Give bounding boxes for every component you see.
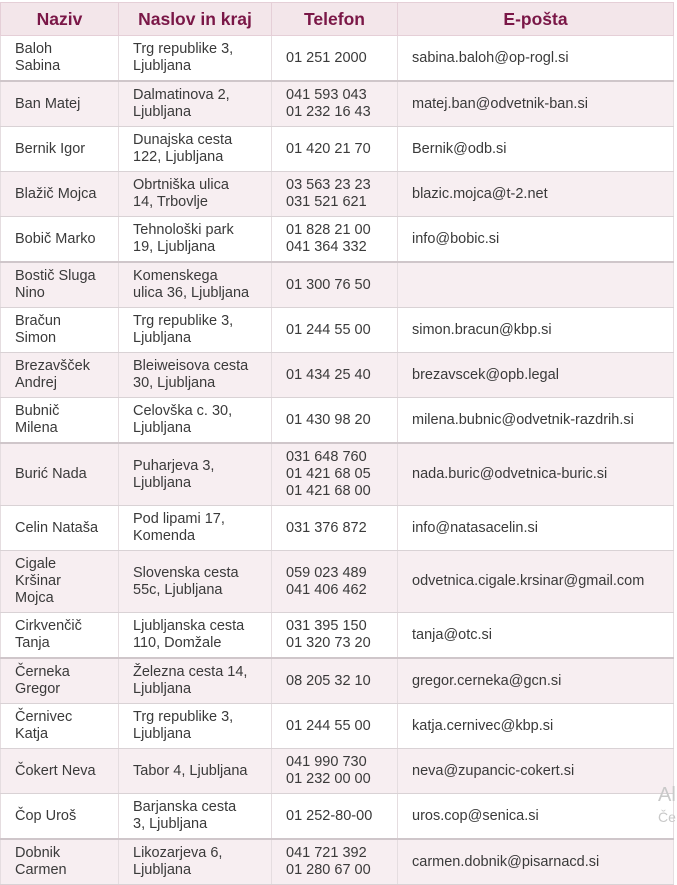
cell-phone [272, 749, 398, 794]
cell-name [1, 172, 119, 217]
email-link[interactable]: tanja@otc.si [412, 626, 493, 643]
cell-address-line: 30, Ljubljana [133, 375, 216, 391]
table-row [1, 81, 674, 127]
cell-address [119, 839, 272, 885]
cell-name-line: Carmen [15, 862, 67, 878]
cell-address-line: 122, Ljubljana [133, 149, 224, 165]
overlay-line-1: Al [658, 784, 676, 806]
cell-name-line: Cigale [15, 556, 57, 572]
cell-phone-line: 01 280 67 00 [286, 862, 371, 878]
overlay-line-2: Če [658, 809, 676, 825]
table-row [1, 217, 674, 263]
cell-phone-line: 059 023 489 [286, 564, 367, 581]
cell-phone [272, 308, 398, 353]
cell-name-line: Čokert Neva [15, 762, 96, 779]
cell-phone [272, 443, 398, 506]
cell-phone [272, 262, 398, 308]
cell-name [1, 749, 119, 794]
cell-address-line: Obrtniška ulica [133, 177, 229, 193]
cell-phone [272, 353, 398, 398]
cell-address [119, 443, 272, 506]
cell-email [398, 839, 674, 885]
table-row [1, 308, 674, 353]
cell-name-line: Dobnik [15, 845, 61, 861]
cell-address-line: Ljubljana [133, 330, 192, 346]
cell-address [119, 353, 272, 398]
cell-name [1, 353, 119, 398]
cell-name-line: Burić Nada [15, 466, 87, 482]
cell-email [398, 658, 674, 704]
table-row [1, 127, 674, 172]
cell-name-line: Čop Uroš [15, 807, 77, 824]
cell-name-line: Černivec [15, 709, 73, 725]
cell-phone-line: 031 395 150 [286, 618, 367, 634]
cell-phone [272, 127, 398, 172]
cell-address-line: Komenda [133, 528, 196, 544]
cell-name [1, 127, 119, 172]
cell-name-line: Nino [15, 285, 45, 301]
cell-address-line: Ljubljanska cesta [133, 618, 245, 634]
cell-name [1, 217, 119, 263]
cell-name-line: Bubnič [15, 403, 60, 419]
email-link[interactable]: milena.bubnic@odvetnik-razdrih.si [412, 411, 634, 428]
cell-address-line: Komenskega [133, 268, 218, 284]
cell-name [1, 704, 119, 749]
cell-address-line: ulica 36, Ljubljana [133, 285, 250, 301]
lawyers-table [0, 2, 674, 885]
cell-phone-line: 01 244 55 00 [286, 717, 371, 734]
email-link[interactable]: gregor.cerneka@gcn.si [412, 672, 562, 689]
cell-phone-line: 01 828 21 00 [286, 222, 371, 238]
cell-phone-line: 041 990 730 [286, 754, 367, 770]
cell-email [398, 353, 674, 398]
cell-address [119, 127, 272, 172]
cell-phone-line: 031 376 872 [286, 519, 367, 536]
table-row [1, 839, 674, 885]
cell-address-line: 3, Ljubljana [133, 816, 208, 832]
cell-address-line: Barjanska cesta [133, 799, 237, 815]
email-link[interactable]: simon.bracun@kbp.si [412, 321, 552, 338]
email-link[interactable]: matej.ban@odvetnik-ban.si [412, 95, 588, 112]
cell-email [398, 704, 674, 749]
cell-address-line: Trg republike 3, [133, 313, 234, 329]
cell-phone-line: 031 648 760 [286, 449, 367, 465]
cell-name-line: Blažič Mojca [15, 185, 97, 202]
cell-address [119, 262, 272, 308]
table-row [1, 613, 674, 659]
table-row [1, 506, 674, 551]
cell-name-line: Černeka [15, 664, 70, 680]
cell-phone [272, 613, 398, 659]
email-link[interactable]: info@natasacelin.si [412, 519, 538, 536]
cell-address-line: Ljubljana [133, 420, 192, 436]
cell-name [1, 308, 119, 353]
cell-address-line: Trg republike 3, [133, 709, 234, 725]
email-link[interactable]: sabina.baloh@op-rogl.si [412, 49, 569, 66]
cell-address [119, 172, 272, 217]
cell-name-line: Tanja [15, 635, 50, 651]
cell-address-line: 55c, Ljubljana [133, 581, 223, 598]
cell-email [398, 794, 674, 840]
cell-email [398, 308, 674, 353]
email-link[interactable]: brezavscek@opb.legal [412, 366, 559, 383]
cell-phone [272, 839, 398, 885]
cell-phone [272, 217, 398, 263]
cell-name-line: Mojca [15, 590, 54, 606]
cell-name [1, 794, 119, 840]
cell-name [1, 551, 119, 613]
cell-email [398, 262, 674, 308]
cell-email [398, 398, 674, 444]
cell-address-line: Likozarjeva 6, [133, 845, 223, 861]
cell-phone-line: 01 320 73 20 [286, 635, 371, 651]
cell-name-line: Bobič Marko [15, 230, 96, 247]
cell-name-line: Andrej [15, 375, 57, 391]
cell-name [1, 262, 119, 308]
cell-name-line: Ban Matej [15, 95, 81, 112]
cell-address [119, 36, 272, 82]
cell-phone [272, 36, 398, 82]
cell-email [398, 749, 674, 794]
cell-address-line: Dalmatinova 2, [133, 87, 230, 103]
cell-phone [272, 551, 398, 613]
cell-name-line: Kršinar [15, 573, 61, 589]
table-row [1, 398, 674, 444]
email-link[interactable]: uros.cop@senica.si [412, 807, 539, 824]
table-header [1, 3, 674, 36]
email-link[interactable]: blazic.mojca@t-2.net [412, 185, 548, 202]
cell-address-line: Slovenska cesta [133, 564, 239, 581]
cell-address-line: Tabor 4, Ljubljana [133, 762, 248, 779]
cell-address [119, 217, 272, 263]
cell-address [119, 308, 272, 353]
cell-phone-line: 01 252-80-00 [286, 807, 373, 824]
cell-address-line: Železna cesta 14, [133, 664, 248, 680]
cell-name-line: Bostič Sluga [15, 268, 96, 284]
column-header-email[interactable]: E-pošta [398, 3, 674, 36]
email-link[interactable]: info@bobic.si [412, 230, 500, 247]
cell-email [398, 36, 674, 82]
cell-address [119, 551, 272, 613]
cell-name [1, 658, 119, 704]
cell-phone-line: 01 244 55 00 [286, 321, 371, 338]
cell-email [398, 613, 674, 659]
table-row [1, 262, 674, 308]
cell-phone [272, 506, 398, 551]
cell-phone-line: 041 721 392 [286, 845, 367, 861]
email-link[interactable]: odvetnica.cigale.krsinar@gmail.com [412, 573, 645, 589]
column-header-phone[interactable]: Telefon [272, 3, 398, 36]
column-header-name[interactable]: Naziv [1, 3, 119, 36]
cell-phone-line: 01 232 16 43 [286, 104, 371, 120]
cell-email [398, 127, 674, 172]
cell-email [398, 81, 674, 127]
cell-phone-line: 01 421 68 00 [286, 483, 371, 499]
cell-phone-line: 01 421 68 05 [286, 466, 371, 482]
cell-address-line: Bleiweisova cesta [133, 358, 249, 374]
cell-email [398, 506, 674, 551]
cell-name-line: Brezavšček [15, 358, 90, 374]
cell-phone-line: 01 430 98 20 [286, 411, 371, 428]
cell-email [398, 443, 674, 506]
table-row [1, 551, 674, 613]
email-link[interactable]: neva@zupancic-cokert.si [412, 762, 575, 779]
cell-phone-line: 041 364 332 [286, 239, 367, 255]
cell-name-line: Bernik Igor [15, 140, 86, 157]
cell-phone-line: 01 232 00 00 [286, 771, 371, 787]
cell-phone [272, 704, 398, 749]
cell-phone-line: 01 300 76 50 [286, 276, 371, 293]
cell-address-line: Trg republike 3, [133, 41, 234, 57]
cell-name-line: Simon [15, 330, 57, 346]
cell-name-line: Bračun [15, 313, 61, 329]
cell-name [1, 36, 119, 82]
header-row [1, 3, 674, 36]
table-row [1, 749, 674, 794]
cell-name-line: Cirkvenčič [15, 618, 82, 634]
cell-address [119, 749, 272, 794]
overlay-ghost-text [658, 784, 676, 828]
cell-address-line: Pod lipami 17, [133, 511, 225, 527]
table-row [1, 443, 674, 506]
cell-name-line: Katja [15, 726, 49, 742]
cell-name [1, 81, 119, 127]
cell-address [119, 704, 272, 749]
cell-address-line: 14, Trbovlje [133, 194, 208, 210]
email-link[interactable]: nada.buric@odvetnica-buric.si [412, 466, 608, 482]
cell-phone [272, 172, 398, 217]
cell-phone-line: 03 563 23 23 [286, 177, 371, 193]
table-row [1, 353, 674, 398]
table-row [1, 658, 674, 704]
cell-address-line: Ljubljana [133, 104, 192, 120]
cell-address-line: Ljubljana [133, 726, 192, 742]
cell-email [398, 172, 674, 217]
cell-phone-line: 031 521 621 [286, 194, 367, 210]
cell-address [119, 398, 272, 444]
cell-phone [272, 794, 398, 840]
cell-phone-line: 041 406 462 [286, 581, 367, 598]
email-link[interactable]: katja.cernivec@kbp.si [412, 717, 554, 734]
cell-name-line: Gregor [15, 681, 61, 697]
cell-address [119, 506, 272, 551]
cell-phone-line: 01 251 2000 [286, 49, 367, 66]
cell-phone-line: 08 205 32 10 [286, 672, 371, 689]
cell-email [398, 217, 674, 263]
email-link[interactable]: Bernik@odb.si [412, 140, 507, 157]
cell-phone [272, 398, 398, 444]
column-header-address[interactable]: Naslov in kraj [119, 3, 272, 36]
cell-address-line: Dunajska cesta [133, 132, 233, 148]
cell-phone-line: 01 420 21 70 [286, 140, 371, 157]
cell-address-line: Tehnološki park [133, 222, 234, 238]
cell-address-line: 110, Domžale [133, 635, 222, 651]
cell-name [1, 443, 119, 506]
cell-address-line: Celovška c. 30, [133, 403, 233, 419]
cell-phone [272, 81, 398, 127]
cell-address-line: Ljubljana [133, 681, 192, 697]
email-link[interactable]: carmen.dobnik@pisarnacd.si [412, 853, 600, 870]
cell-name-line: Milena [15, 420, 58, 436]
cell-address [119, 613, 272, 659]
cell-address-line: 19, Ljubljana [133, 239, 216, 255]
cell-phone [272, 658, 398, 704]
table-row [1, 794, 674, 840]
cell-address-line: Ljubljana [133, 58, 192, 74]
cell-phone-line: 01 434 25 40 [286, 366, 371, 383]
cell-phone-line: 041 593 043 [286, 87, 367, 103]
table-row [1, 172, 674, 217]
cell-name-line: Baloh [15, 41, 53, 57]
cell-address [119, 81, 272, 127]
cell-name-line: Sabina [15, 58, 61, 74]
cell-address-line: Ljubljana [133, 474, 192, 491]
cell-email [398, 551, 674, 613]
cell-address-line: Puharjeva 3, [133, 457, 215, 474]
cell-name [1, 398, 119, 444]
table-row [1, 36, 674, 82]
cell-name [1, 613, 119, 659]
cell-address [119, 794, 272, 840]
cell-name [1, 506, 119, 551]
cell-address [119, 658, 272, 704]
cell-address-line: Ljubljana [133, 862, 192, 878]
cell-name [1, 839, 119, 885]
table-body [1, 36, 674, 885]
lawyers-table-container [0, 2, 673, 885]
cell-name-line: Celin Nataša [15, 519, 99, 536]
table-row [1, 704, 674, 749]
